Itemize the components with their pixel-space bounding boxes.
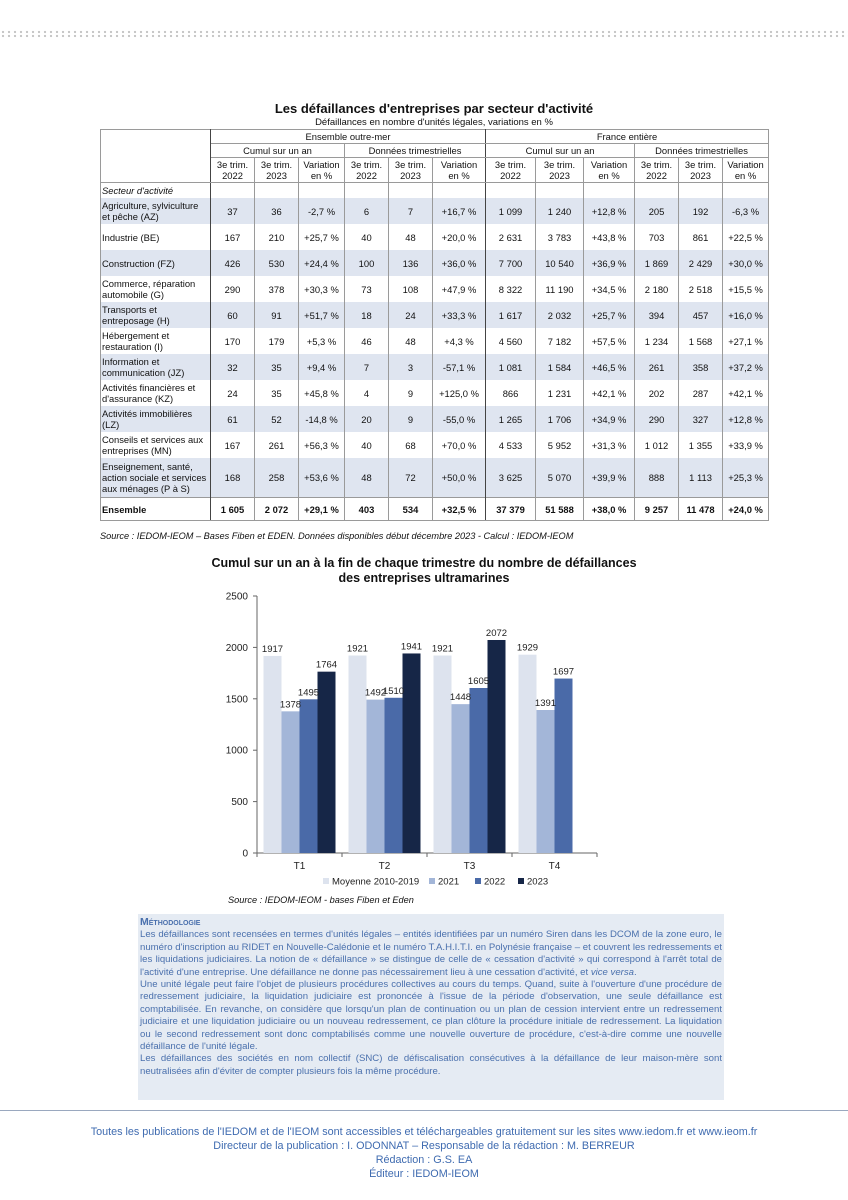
footer-line: Toutes les publications de l'IEDOM et de l'IEOM sont accessibles et téléchargeables gratuitement sur les sites www.iedom.fr et www.ieom.fr bbox=[90, 1126, 758, 1138]
row-label: Transports et entreposage (H) bbox=[101, 302, 211, 328]
column-header: 3e trim. 2023 bbox=[679, 158, 723, 183]
sub-header: Données trimestrielles bbox=[635, 144, 769, 158]
table-cell: +46,5 % bbox=[584, 354, 635, 380]
table-cell: +25,3 % bbox=[723, 458, 769, 498]
table-cell: -6,3 % bbox=[723, 198, 769, 224]
row-label: Hébergement et restauration (I) bbox=[101, 328, 211, 354]
legend-label: Moyenne 2010-2019 bbox=[332, 876, 420, 888]
table-cell: 261 bbox=[635, 354, 679, 380]
table-cell: 3 625 bbox=[486, 458, 536, 498]
table-cell: 7 bbox=[345, 354, 389, 380]
table-cell: 37 bbox=[211, 198, 255, 224]
table-cell: +36,0 % bbox=[433, 250, 486, 276]
table-cell: 60 bbox=[211, 302, 255, 328]
table-cell: +33,3 % bbox=[433, 302, 486, 328]
table-cell: -57,1 % bbox=[433, 354, 486, 380]
column-header: Variation en % bbox=[584, 158, 635, 183]
empty-cell bbox=[211, 183, 255, 199]
table-cell: +47,9 % bbox=[433, 276, 486, 302]
bar-value-label: 1697 bbox=[552, 666, 575, 678]
table-cell: 9 bbox=[389, 380, 433, 406]
bar bbox=[403, 653, 421, 853]
table-cell: +24,4 % bbox=[299, 250, 345, 276]
table-cell: +50,0 % bbox=[433, 458, 486, 498]
bar bbox=[385, 698, 403, 853]
empty-cell bbox=[635, 183, 679, 199]
table-cell: 167 bbox=[211, 432, 255, 458]
bar-value-label: 1448 bbox=[449, 692, 472, 704]
table-row bbox=[101, 276, 769, 302]
table-cell: 530 bbox=[255, 250, 299, 276]
x-tick-label: T2 bbox=[378, 861, 391, 872]
table-cell: 11 190 bbox=[536, 276, 584, 302]
bar-value-label: 1495 bbox=[297, 687, 320, 699]
table-cell: +70,0 % bbox=[433, 432, 486, 458]
footer-line: Directeur de la publication : I. ODONNAT – Responsable de la rédaction : M. BERREUR bbox=[213, 1140, 635, 1152]
bar bbox=[452, 704, 470, 853]
total-cell: +38,0 % bbox=[584, 498, 635, 521]
table-cell: 5 070 bbox=[536, 458, 584, 498]
total-cell: +32,5 % bbox=[433, 498, 486, 521]
total-cell: 2 072 bbox=[255, 498, 299, 521]
table-cell: 1 231 bbox=[536, 380, 584, 406]
table-cell: 48 bbox=[389, 224, 433, 250]
table-row bbox=[101, 198, 769, 224]
table-cell: +31,3 % bbox=[584, 432, 635, 458]
column-header: 3e trim. 2022 bbox=[635, 158, 679, 183]
table-cell: 91 bbox=[255, 302, 299, 328]
table-row bbox=[101, 380, 769, 406]
table-cell: 394 bbox=[635, 302, 679, 328]
table-cell: +25,7 % bbox=[299, 224, 345, 250]
table-cell: +34,5 % bbox=[584, 276, 635, 302]
column-header: Variation en % bbox=[299, 158, 345, 183]
table-cell: 3 783 bbox=[536, 224, 584, 250]
total-cell: 37 379 bbox=[486, 498, 536, 521]
table-cell: 261 bbox=[255, 432, 299, 458]
table-cell: 24 bbox=[389, 302, 433, 328]
table-cell: 1 355 bbox=[679, 432, 723, 458]
table-cell: 1 081 bbox=[486, 354, 536, 380]
row-label: Conseils et services aux entreprises (MN) bbox=[101, 432, 211, 458]
table-cell: 1 113 bbox=[679, 458, 723, 498]
table-cell: 2 518 bbox=[679, 276, 723, 302]
table-row bbox=[101, 250, 769, 276]
table-source: Source : IEDOM-IEOM – Bases Fiben et EDEN. Données disponibles début décembre 2023 - Calcul : IEDOM-IEOM bbox=[100, 531, 574, 541]
legend-swatch bbox=[475, 878, 481, 884]
row-label: Activités financières et d'assurance (KZ) bbox=[101, 380, 211, 406]
methodology-emphasis: vice versa bbox=[590, 966, 635, 978]
bar-value-label: 2072 bbox=[485, 627, 508, 639]
table-cell: 136 bbox=[389, 250, 433, 276]
legend-swatch bbox=[518, 878, 524, 884]
table-row bbox=[101, 458, 769, 498]
empty-cell bbox=[299, 183, 345, 199]
y-tick-label: 0 bbox=[242, 848, 248, 860]
table-cell: +42,1 % bbox=[584, 380, 635, 406]
table-cell: 703 bbox=[635, 224, 679, 250]
table-cell: +36,9 % bbox=[584, 250, 635, 276]
table-cell: 48 bbox=[345, 458, 389, 498]
table-cell: +30,0 % bbox=[723, 250, 769, 276]
methodology-text: . bbox=[634, 966, 637, 978]
table-cell: 1 617 bbox=[486, 302, 536, 328]
table-cell: 8 322 bbox=[486, 276, 536, 302]
table-cell: -55,0 % bbox=[433, 406, 486, 432]
column-header: 3e trim. 2023 bbox=[255, 158, 299, 183]
total-label: Ensemble bbox=[101, 498, 211, 521]
table-cell: 1 568 bbox=[679, 328, 723, 354]
table-row bbox=[101, 224, 769, 250]
bar bbox=[282, 711, 300, 853]
table-cell: 290 bbox=[635, 406, 679, 432]
table-cell: +9,4 % bbox=[299, 354, 345, 380]
bar bbox=[318, 672, 336, 853]
table-cell: +22,5 % bbox=[723, 224, 769, 250]
table-subtitle: Défaillances en nombre d'unités légales, variations en % bbox=[315, 117, 553, 128]
table-cell: +30,3 % bbox=[299, 276, 345, 302]
table-cell: +25,7 % bbox=[584, 302, 635, 328]
bar bbox=[434, 656, 452, 853]
total-cell: +24,0 % bbox=[723, 498, 769, 521]
section-label: Secteur d'activité bbox=[101, 183, 211, 199]
empty-cell bbox=[536, 183, 584, 199]
footer-separator bbox=[0, 1110, 848, 1111]
table-row bbox=[101, 302, 769, 328]
table-cell: +4,3 % bbox=[433, 328, 486, 354]
table-cell: 9 bbox=[389, 406, 433, 432]
table-cell: -14,8 % bbox=[299, 406, 345, 432]
table-cell: 32 bbox=[211, 354, 255, 380]
table-cell: +20,0 % bbox=[433, 224, 486, 250]
total-cell: +29,1 % bbox=[299, 498, 345, 521]
footer-line: Éditeur : IEDOM-IEOM bbox=[369, 1168, 479, 1180]
total-cell: 1 605 bbox=[211, 498, 255, 521]
bar bbox=[488, 640, 506, 853]
methodology-paragraph: Les défaillances des sociétés en nom collectif (SNC) de défiscalisation consécutives à la défaillance de leur maison-mère sont neutralisées afin d'éviter de compter plusieurs fois la même procédure. bbox=[140, 1053, 722, 1077]
table-cell: 327 bbox=[679, 406, 723, 432]
table-cell: 861 bbox=[679, 224, 723, 250]
table-cell: 72 bbox=[389, 458, 433, 498]
sector-table bbox=[100, 129, 769, 521]
table-cell: 358 bbox=[679, 354, 723, 380]
row-label: Commerce, réparation automobile (G) bbox=[101, 276, 211, 302]
table-cell: -2,7 % bbox=[299, 198, 345, 224]
chart-title: Cumul sur un an à la fin de chaque trimestre du nombre de défaillances des entreprises ultramarines bbox=[211, 556, 637, 585]
bar bbox=[470, 688, 488, 853]
table-cell: 73 bbox=[345, 276, 389, 302]
table-cell: 210 bbox=[255, 224, 299, 250]
y-tick-label: 1000 bbox=[225, 745, 248, 757]
table-cell: +37,2 % bbox=[723, 354, 769, 380]
bar-value-label: 1391 bbox=[534, 698, 557, 710]
table-cell: +12,8 % bbox=[584, 198, 635, 224]
section-row bbox=[101, 183, 769, 199]
table-cell: +56,3 % bbox=[299, 432, 345, 458]
table-corner bbox=[101, 130, 211, 183]
total-cell: 11 478 bbox=[679, 498, 723, 521]
table-cell: 100 bbox=[345, 250, 389, 276]
table-cell: +16,7 % bbox=[433, 198, 486, 224]
table-cell: 426 bbox=[211, 250, 255, 276]
sub-header: Cumul sur un an bbox=[211, 144, 345, 158]
table-cell: 108 bbox=[389, 276, 433, 302]
table-cell: 36 bbox=[255, 198, 299, 224]
bar-value-label: 1917 bbox=[261, 643, 284, 655]
table-cell: 7 700 bbox=[486, 250, 536, 276]
table-cell: +42,1 % bbox=[723, 380, 769, 406]
table-cell: +33,9 % bbox=[723, 432, 769, 458]
legend-label: 2022 bbox=[484, 876, 506, 888]
table-cell: 5 952 bbox=[536, 432, 584, 458]
bar bbox=[349, 656, 367, 853]
bar-value-label: 1764 bbox=[315, 659, 338, 671]
x-tick-label: T1 bbox=[293, 861, 306, 872]
total-cell: 403 bbox=[345, 498, 389, 521]
table-cell: 1 012 bbox=[635, 432, 679, 458]
column-header: 3e trim. 2023 bbox=[536, 158, 584, 183]
empty-cell bbox=[433, 183, 486, 199]
bar-value-label: 1921 bbox=[431, 643, 454, 655]
empty-cell bbox=[389, 183, 433, 199]
bar-value-label: 1929 bbox=[516, 642, 539, 654]
table-cell: 1 869 bbox=[635, 250, 679, 276]
table-cell: 1 240 bbox=[536, 198, 584, 224]
table-cell: 24 bbox=[211, 380, 255, 406]
table-cell: 6 bbox=[345, 198, 389, 224]
table-cell: 35 bbox=[255, 380, 299, 406]
column-header: 3e trim. 2022 bbox=[345, 158, 389, 183]
methodology-text: Les défaillances sont recensées en termes d'unités légales – entités identifiées par un numéro Siren dans les DCOM de la zone euro, le numéro d'inscription au RIDET en Nouvelle-Calédonie et le numéro T.A.H.I.T.I. en Polynésie française – et couvrent les redressements et les liquidations judiciaires. La notion de « défaillance » se distingue de celle de « cessation d'activité » qui correspond à l'arrêt total de l'activité d'une entreprise. Une défaillance ne donne pas nécessairement lieu à une cessation d'activité, et bbox=[140, 929, 722, 978]
x-tick-label: T4 bbox=[548, 861, 561, 872]
table-cell: +34,9 % bbox=[584, 406, 635, 432]
table-cell: +15,5 % bbox=[723, 276, 769, 302]
table-cell: 287 bbox=[679, 380, 723, 406]
table-cell: 457 bbox=[679, 302, 723, 328]
table-cell: 40 bbox=[345, 224, 389, 250]
table-cell: 2 180 bbox=[635, 276, 679, 302]
table-cell: 888 bbox=[635, 458, 679, 498]
footer-line: Rédaction : G.S. EA bbox=[375, 1154, 473, 1166]
methodology-heading: Méthodologie bbox=[140, 916, 201, 928]
methodology-box bbox=[138, 914, 724, 1100]
total-cell: 51 588 bbox=[536, 498, 584, 521]
table-row bbox=[101, 354, 769, 380]
table-cell: 18 bbox=[345, 302, 389, 328]
empty-cell bbox=[486, 183, 536, 199]
table-cell: 4 bbox=[345, 380, 389, 406]
table-cell: 68 bbox=[389, 432, 433, 458]
row-label: Enseignement, santé, action sociale et services aux ménages (P à S) bbox=[101, 458, 211, 498]
table-row bbox=[101, 328, 769, 354]
legend-swatch bbox=[323, 878, 329, 884]
table-cell: 378 bbox=[255, 276, 299, 302]
bar-value-label: 1921 bbox=[346, 643, 369, 655]
table-cell: +57,5 % bbox=[584, 328, 635, 354]
table-cell: 179 bbox=[255, 328, 299, 354]
table-cell: +53,6 % bbox=[299, 458, 345, 498]
table-cell: 52 bbox=[255, 406, 299, 432]
table-cell: 1 265 bbox=[486, 406, 536, 432]
table-cell: 7 182 bbox=[536, 328, 584, 354]
row-label: Information et communication (JZ) bbox=[101, 354, 211, 380]
table-cell: 4 533 bbox=[486, 432, 536, 458]
column-header: Variation en % bbox=[723, 158, 769, 183]
row-label: Agriculture, sylviculture et pêche (AZ) bbox=[101, 198, 211, 224]
table-cell: 205 bbox=[635, 198, 679, 224]
y-tick-label: 500 bbox=[231, 797, 248, 809]
y-tick-label: 2500 bbox=[225, 591, 248, 603]
footer bbox=[0, 1125, 848, 1181]
legend-swatch bbox=[429, 878, 435, 884]
table-cell: 202 bbox=[635, 380, 679, 406]
sub-header: Données trimestrielles bbox=[345, 144, 486, 158]
column-header: 3e trim. 2022 bbox=[211, 158, 255, 183]
chart-bars bbox=[261, 640, 573, 853]
x-tick-label: T3 bbox=[463, 861, 476, 872]
table-cell: +16,0 % bbox=[723, 302, 769, 328]
bar bbox=[555, 679, 573, 853]
table-cell: 46 bbox=[345, 328, 389, 354]
bar bbox=[519, 655, 537, 853]
empty-cell bbox=[723, 183, 769, 199]
bar-value-label: 1605 bbox=[467, 676, 490, 688]
table-cell: 2 631 bbox=[486, 224, 536, 250]
bar bbox=[367, 700, 385, 853]
group-header: Ensemble outre-mer bbox=[211, 130, 486, 144]
table-cell: 3 bbox=[389, 354, 433, 380]
table-cell: +12,8 % bbox=[723, 406, 769, 432]
group-header: France entière bbox=[486, 130, 769, 144]
total-cell: 9 257 bbox=[635, 498, 679, 521]
bar-value-label: 1378 bbox=[279, 699, 302, 711]
table-cell: 10 540 bbox=[536, 250, 584, 276]
table-cell: 1 234 bbox=[635, 328, 679, 354]
table-cell: 48 bbox=[389, 328, 433, 354]
table-title: Les défaillances d'entreprises par secteur d'activité bbox=[274, 101, 594, 116]
column-header: 3e trim. 2022 bbox=[486, 158, 536, 183]
table-cell: 168 bbox=[211, 458, 255, 498]
row-label: Construction (FZ) bbox=[101, 250, 211, 276]
table-cell: 258 bbox=[255, 458, 299, 498]
empty-cell bbox=[345, 183, 389, 199]
table-cell: 192 bbox=[679, 198, 723, 224]
methodology-paragraph bbox=[140, 929, 722, 979]
empty-cell bbox=[255, 183, 299, 199]
table-cell: +27,1 % bbox=[723, 328, 769, 354]
bar bbox=[264, 656, 282, 853]
table-cell: 2 032 bbox=[536, 302, 584, 328]
table-cell: 40 bbox=[345, 432, 389, 458]
table-cell: 167 bbox=[211, 224, 255, 250]
table-cell: 1 099 bbox=[486, 198, 536, 224]
y-tick-label: 1500 bbox=[225, 694, 248, 706]
table-cell: +125,0 % bbox=[433, 380, 486, 406]
table-cell: +5,3 % bbox=[299, 328, 345, 354]
bar-value-label: 1492 bbox=[364, 687, 387, 699]
bar-value-label: 1941 bbox=[400, 641, 423, 653]
table-cell: 170 bbox=[211, 328, 255, 354]
table-cell: 1 706 bbox=[536, 406, 584, 432]
row-label: Activités immobilières (LZ) bbox=[101, 406, 211, 432]
table-cell: +39,9 % bbox=[584, 458, 635, 498]
column-header: Variation en % bbox=[433, 158, 486, 183]
table-cell: 35 bbox=[255, 354, 299, 380]
bar-value-label: 1510 bbox=[382, 685, 405, 697]
sub-header: Cumul sur un an bbox=[486, 144, 635, 158]
table-cell: +45,8 % bbox=[299, 380, 345, 406]
table-row bbox=[101, 406, 769, 432]
table-cell: 61 bbox=[211, 406, 255, 432]
table-cell: 866 bbox=[486, 380, 536, 406]
table-cell: 7 bbox=[389, 198, 433, 224]
total-row bbox=[101, 498, 769, 521]
methodology-paragraph: Une unité légale peut faire l'objet de plusieurs procédures collectives au cours du temps. Quand, suite à l'ouverture d'une procédure de redressement judiciaire, la liquidation judiciaire est prononcée à l'issue de la période d'observation, une seule défaillance est comptabilisée. En revanche, on considère que lorsqu'un plan de continuation ou un plan de cession intervient entre un redressement judiciaire et une liquidation judiciaire ou un nouveau redressement, ce plan clôture la procédure initiale de redressement. La liquidation ou le second redressement sont donc comptabilisés comme une nouvelle ouverture de procédure, c'est-à-dire comme une nouvelle défaillance de l'unité légale. bbox=[140, 979, 722, 1053]
empty-cell bbox=[679, 183, 723, 199]
y-tick-label: 2000 bbox=[225, 642, 248, 654]
chart-legend bbox=[323, 877, 548, 888]
table-cell: +43,8 % bbox=[584, 224, 635, 250]
legend-label: 2021 bbox=[438, 876, 460, 888]
bar-chart bbox=[200, 588, 620, 888]
row-label: Industrie (BE) bbox=[101, 224, 211, 250]
table-cell: 20 bbox=[345, 406, 389, 432]
legend-label: 2023 bbox=[527, 876, 549, 888]
table-cell: 1 584 bbox=[536, 354, 584, 380]
table-row bbox=[101, 432, 769, 458]
header-dotted-line bbox=[0, 30, 848, 38]
bar bbox=[537, 710, 555, 853]
chart-source: Source : IEDOM-IEOM - bases Fiben et Eden bbox=[228, 895, 414, 905]
total-cell: 534 bbox=[389, 498, 433, 521]
table-cell: 2 429 bbox=[679, 250, 723, 276]
bar bbox=[300, 699, 318, 853]
empty-cell bbox=[584, 183, 635, 199]
table-cell: 4 560 bbox=[486, 328, 536, 354]
table-cell: 290 bbox=[211, 276, 255, 302]
column-header: 3e trim. 2023 bbox=[389, 158, 433, 183]
table-cell: +51,7 % bbox=[299, 302, 345, 328]
